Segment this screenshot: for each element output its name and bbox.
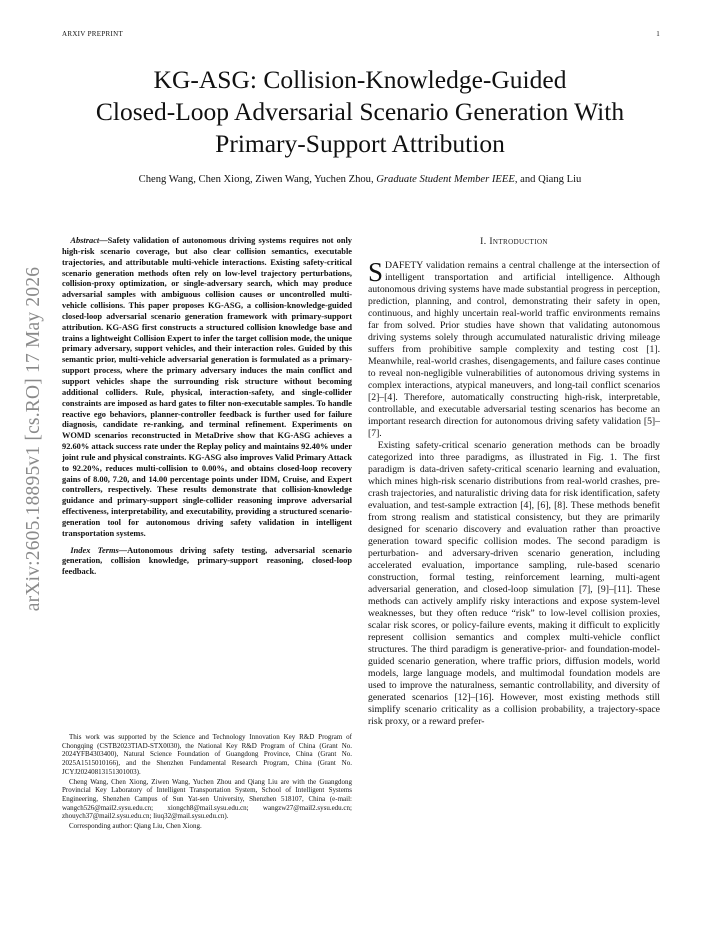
arxiv-identifier: arXiv:2605.18895v1 [cs.RO] 17 May 2026 [23, 266, 44, 612]
author-list [40, 174, 680, 185]
author-tail: , and Qiang Liu [514, 174, 582, 185]
section-heading [368, 236, 660, 247]
intro-paragraph-1 [368, 257, 660, 440]
paper-title [40, 64, 680, 160]
paragraph-text: DAFETY validation remains a central challenge at the intersection of intelligent transportation and artificial intelligence. Although autonomous driving systems have made substantial progress in perception, prediction, planning, and control, demonstrating their safety in open, continuous, and highly uncertain real-world traffic environments remains far from solved. Prior studies have shown that validating autonomous driving systems solely through accumulated naturalistic driving mileage suffers from prohibitive sample complexity and testing cost [1]. Meanwhile, real-world crashes, disengagements, and failure cases continue to reveal non-negligible vulnerabilities of autonomous driving systems in complex interactions, atypical maneuvers, and long-tail conflict scenarios [2]–[4]. Therefore, automatically constructing high-risk, interpretable, controllable, and executable adversarial testing scenarios has become an important research direction for autonomous driving safety validation [5]–[7]. [368, 260, 660, 439]
title-line: Primary-Support Attribution [215, 129, 505, 158]
right-column [368, 236, 660, 728]
section-number: I. [480, 236, 490, 247]
page-number: 1 [656, 30, 660, 38]
drop-cap: S [368, 257, 384, 287]
index-terms-text: —Autonomous driving safety testing, adversarial scenario generation, collision knowledge, primary-support reasoning, closed-loop feedback. [62, 545, 352, 577]
funding-note: This work was supported by the Science and Technology Innovation Key R&D Program of Chongqing (CSTB2023TIAD-STX0030), the National Key R&D Program of China (Grant No. 2024YFB4303400), Natural Science Foundation of Guangdong Province, China (Grant No. 2025A1515010166), and the Shenzhen Fundamental Research Program, China (Grant No. JCYJ20240813151301003). [62, 733, 352, 776]
abstract [62, 236, 352, 540]
arxiv-sidebar [20, 258, 48, 620]
footnotes [62, 733, 352, 832]
author-names: Cheng Wang, Chen Xiong, Ziwen Wang, Yuchen Zhou, [138, 174, 377, 185]
intro-paragraph-2: Existing safety-critical scenario generation methods can be broadly categorized into three paradigms, as illustrated in Fig. 1. The first paradigm is data-driven safety-critical scenario learning and evaluation, which mines high-risk scenario distributions from real-world crashes, pre-crash trajectories, and naturalistic driving data for risk identification, safety evaluation, and test-sample extraction [4], [6], [8]. These methods benefit from strong realism and statistical consistency, but they are primarily designed for scenario discovery and evaluation rather than proactive generation toward specific collision modes. The second paradigm is perturbation- and adversary-driven scenario generation, including accelerated evaluation, importance sampling, rule-based scenario construction, formal testing, reinforcement learning, multi-agent adversarial generation, and closed-loop simulation [7], [9]–[11]. These methods can actively amplify risky interactions and expose system-level weaknesses, but they often reduce “risk” to low-level collision proxies, scalar risk scores, or policy-failure events, making it difficult to explicitly represent collision semantics and complex multi-vehicle conflict structures. The third paradigm is generative-prior- and foundation-model-guided scenario generation, where traffic priors, diffusion models, world models, large language models, and multimodal foundation models are used to improve the naturalness, semantic controllability, and diversity of generated scenarios [12]–[16]. However, most existing methods still simplify scenario criticality as a collision probability, a trajectory-space risk proxy, or a reward prefer- [368, 440, 660, 727]
index-terms-label: Index Terms [70, 545, 119, 555]
running-header: ARXIV PREPRINT [62, 30, 124, 38]
abstract-text: —Safety validation of autonomous driving systems requires not only high-risk scenario coverage, but also clear collision semantics, executable trajectories, and attributable multi-vehicle interactions. Existing safety-critical scenario generation methods often rely on low-level trajectory perturbations, collision-proxy optimization, or single-adversary search, which may produce adversarial samples with ambiguous collision causes or uncontrolled multi-vehicle collisions. This paper proposes KG-ASG, a collision-knowledge-guided closed-loop adversarial scenario generation framework with primary-support attribution. KG-ASG first constructs a structured collision knowledge base and trains a lightweight Collision Expert to infer the target collision mode, the unique primary adversary, support vehicles, and their interaction roles. Guided by this semantic prior, multi-vehicle adversarial generation is formulated as a primary-support process, where the primary adversary induces the main conflict and support vehicles shape the surrounding risk structure without becoming additional colliders. Rule, physical, interaction-safety, and single-collider constraints are imposed as hard gates to filter non-executable samples. To handle reactive ego behaviors, planner-controller feedback is further used for failure diagnosis, candidate re-ranking, and terminal refinement. Experiments on WOMD scenarios reconstructed in MetaDrive show that KG-ASG achieves a 92.60% attack success rate under the Replay policy and maintains 92.40% under joint rule and physical constraints. KG-ASG also improves Valid Primary Attack to 92.20%, reduces multi-collision to 0.00%, and obtains closed-loop recovery gains of 8.00, 7.20, and 14.00 percentage points under IDM, Cruise, and Expert controllers, respectively. These results demonstrate that collision-knowledge guidance and primary-support single-collider reasoning improve adversarial effectiveness, interpretability, and executability, providing a structured scenario-generation tool for autonomous driving safety validation in intelligent transportation systems. [62, 236, 352, 538]
section-title: Introduction [489, 236, 548, 247]
index-terms [62, 546, 352, 579]
left-column [62, 236, 352, 578]
corresponding-note: Corresponding author: Qiang Liu, Chen Xiong. [69, 822, 202, 831]
abstract-label: Abstract [70, 236, 100, 245]
affiliation-note: Cheng Wang, Chen Xiong, Ziwen Wang, Yuchen Zhou and Qiang Liu are with the Guangdong Provincial Key Laboratory of Intelligent Transportation System, School of Intelligent Systems Engineering, Shenzhen Campus of Sun Yat-sen University, Shenzhen 518107, China (e-mail: wangch526@mail2.sysu.edu.cn; xiongch8@mail.sysu.edu.cn; wangzw27@mail2.sysu.edu.cn; zhouych37@mail2.sysu.edu.cn; liuq32@mail.sysu.edu.cn). [62, 777, 352, 821]
author-membership: Graduate Student Member IEEE [376, 174, 515, 185]
title-line: KG-ASG: Collision-Knowledge-Guided [153, 65, 567, 94]
title-line: Closed-Loop Adversarial Scenario Generation With [95, 97, 625, 126]
